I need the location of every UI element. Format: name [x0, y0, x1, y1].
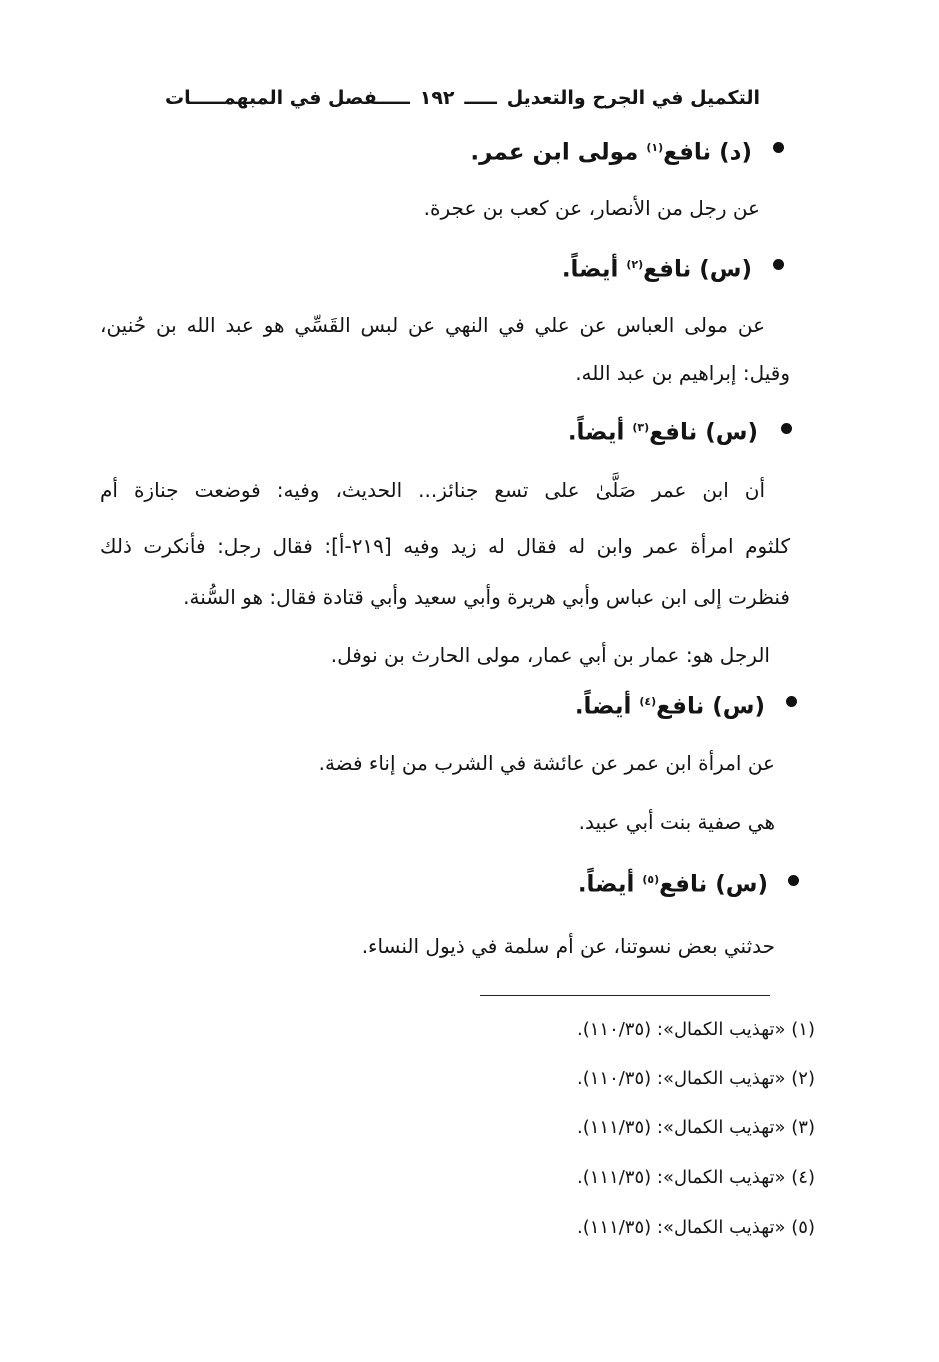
footnote-text: «تهذيب الكمال»: (١١٠/٣٥).	[576, 1019, 786, 1040]
entry-siglum: (س)	[699, 256, 752, 283]
footnote	[577, 1164, 815, 1192]
footnote-ref: (٤)	[639, 695, 657, 708]
entry-description: أيضاً.	[567, 419, 625, 446]
footnote-number: (٣)	[791, 1117, 815, 1138]
footnote-number: (٢)	[791, 1068, 815, 1089]
entry-heading	[562, 249, 752, 286]
entry-name: نافع	[643, 256, 692, 283]
entry-text-line: الرجل هو: عمار بن أبي عمار، مولى الحارث بن نوفل.	[330, 643, 770, 667]
footnote-ref: (٥)	[642, 873, 660, 886]
footnote	[577, 1214, 815, 1242]
bullet-icon	[773, 259, 784, 270]
entry-siglum: (س)	[705, 419, 758, 446]
bullet-icon	[786, 696, 797, 707]
entry-description: مولى ابن عمر.	[470, 139, 639, 166]
footnote-text: «تهذيب الكمال»: (١١١/٣٥).	[576, 1217, 786, 1238]
entry-heading	[470, 132, 752, 169]
bullet-icon	[788, 875, 799, 886]
running-header	[165, 84, 760, 112]
section-title: ـــــفصل في المبهمـــــات	[165, 87, 410, 109]
book-title: التكميل في الجرح والتعديل	[506, 87, 760, 109]
entry-text-line: هي صفية بنت أبي عبيد.	[578, 810, 775, 834]
entry-text-line: وقيل: إبراهيم بن عبد الله.	[575, 361, 790, 385]
footnote-separator	[480, 995, 770, 996]
bullet-icon	[781, 423, 792, 434]
header-separator: ـــــ	[464, 87, 497, 109]
entry-name: نافع	[663, 139, 712, 166]
footnote-number: (٤)	[791, 1167, 815, 1188]
footnote	[577, 1016, 815, 1044]
entry-siglum: (س)	[715, 871, 768, 898]
footnote-text: «تهذيب الكمال»: (١١١/٣٥).	[576, 1167, 786, 1188]
entry-text-line: عن امرأة ابن عمر عن عائشة في الشرب من إناء فضة.	[318, 751, 775, 775]
entry-name: نافع	[656, 693, 705, 720]
footnote-text: «تهذيب الكمال»: (١١٠/٣٥).	[576, 1068, 786, 1089]
entry-description: أيضاً.	[577, 871, 635, 898]
footnote-ref: (٣)	[632, 421, 650, 434]
entry-heading	[578, 864, 768, 901]
entry-description: أيضاً.	[574, 693, 632, 720]
footnote	[577, 1065, 815, 1093]
footnote-number: (٥)	[791, 1217, 815, 1238]
footnote-ref: (١)	[646, 141, 664, 154]
entry-heading	[568, 412, 758, 449]
entry-name: نافع	[659, 871, 708, 898]
entry-name: نافع	[649, 419, 698, 446]
footnote-ref: (٢)	[626, 258, 644, 271]
entry-siglum: (س)	[712, 693, 765, 720]
bullet-icon	[773, 142, 784, 153]
footnote-text: «تهذيب الكمال»: (١١١/٣٥).	[576, 1117, 786, 1138]
entry-description: أيضاً.	[561, 256, 619, 283]
entry-text-line: عن مولى العباس عن علي في النهي عن لبس القَسِّي هو عبد الله بن حُنين،	[100, 313, 765, 337]
footnote	[577, 1114, 815, 1142]
entry-text-line: فنظرت إلى ابن عباس وأبي هريرة وأبي سعيد وأبي قتادة فقال: هو السُّنة.	[183, 585, 790, 609]
page-number: ١٩٢	[419, 87, 455, 109]
entry-text-line: كلثوم امرأة عمر وابن له فقال له زيد وفيه [٢١٩-أ]: فقال رجل: فأنكرت ذلك	[100, 534, 791, 558]
entry-text-line: أن ابن عمر صَلَّىٰ على تسع جنائز... الحديث، وفيه: فوضعت جنازة أم	[100, 478, 765, 502]
footnote-number: (١)	[791, 1019, 815, 1040]
entry-siglum: (د)	[719, 139, 752, 166]
entry-text-line: حدثني بعض نسوتنا، عن أم سلمة في ذيول النساء.	[361, 934, 775, 958]
entry-heading	[575, 686, 765, 723]
entry-text-line: عن رجل من الأنصار، عن كعب بن عجرة.	[423, 196, 760, 220]
